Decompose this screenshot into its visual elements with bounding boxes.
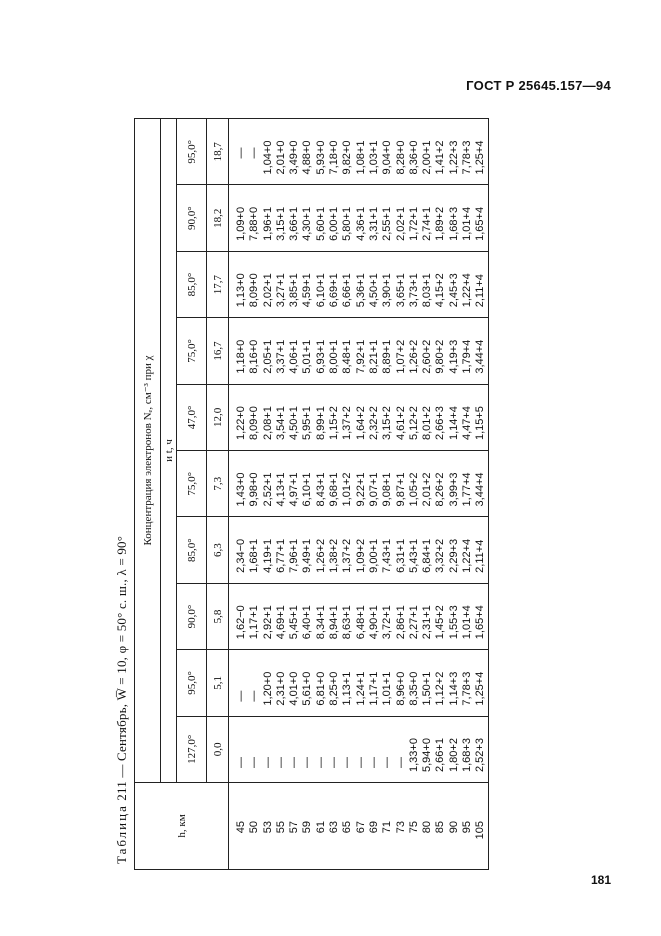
value-cell: 9,80+2 (434, 318, 447, 384)
value-cell: 6,66+1 (341, 251, 354, 317)
h-km-header: h, км (135, 783, 229, 870)
height-cell: 65 (341, 783, 354, 870)
value-cell: 1,65+4 (474, 185, 488, 251)
value-cell: 2,11+4 (474, 251, 488, 317)
table-row (229, 119, 249, 870)
value-cell: 1,68+3 (448, 185, 461, 251)
value-cell: 4,06+1 (288, 318, 301, 384)
table-row (368, 119, 381, 870)
gost-header: ГОСТ Р 25645.157—94 (466, 78, 611, 93)
value-cell: 4,15+2 (434, 251, 447, 317)
value-cell: 1,37+2 (341, 517, 354, 583)
value-cell: 3,27+1 (275, 251, 288, 317)
value-cell: 1,38+2 (328, 517, 341, 583)
value-cell: 2,02+1 (395, 185, 408, 251)
value-cell: 8,43+1 (315, 451, 328, 517)
table-row (461, 119, 474, 870)
table-row (315, 119, 328, 870)
value-cell: 2,45+3 (448, 251, 461, 317)
value-cell: 2,32+2 (368, 384, 381, 450)
value-cell: 5,36+1 (355, 251, 368, 317)
value-cell: — (248, 119, 261, 185)
table-row (328, 119, 341, 870)
chi-header: 75,0° (177, 451, 207, 517)
height-cell: 75 (408, 783, 421, 870)
value-cell: 2,92+1 (262, 583, 275, 649)
value-cell: 1,45+2 (434, 583, 447, 649)
value-cell: — (229, 650, 249, 716)
value-cell: 1,79+4 (461, 318, 474, 384)
time-value-header: 0,0 (207, 716, 229, 782)
caption-label: Таблица (114, 804, 129, 864)
value-cell: 4,01+0 (288, 650, 301, 716)
chi-header: 85,0° (177, 251, 207, 317)
value-cell: 9,04+0 (381, 119, 394, 185)
height-cell: 90 (448, 783, 461, 870)
value-cell: 4,36+1 (355, 185, 368, 251)
value-cell: — (368, 716, 381, 782)
value-cell: 1,13+0 (229, 251, 249, 317)
value-cell: — (328, 716, 341, 782)
value-cell: 9,82+0 (341, 119, 354, 185)
value-cell: 4,30+1 (301, 185, 314, 251)
value-cell: 1,26+2 (408, 318, 421, 384)
value-cell: 1,14+3 (448, 650, 461, 716)
value-cell: 7,92+1 (355, 318, 368, 384)
value-cell: — (315, 716, 328, 782)
value-cell: 2,52+3 (474, 716, 488, 782)
time-value-header: 18,2 (207, 185, 229, 251)
value-cell: 1,18+0 (229, 318, 249, 384)
chi-header: 85,0° (177, 517, 207, 583)
value-cell: 5,12+2 (408, 384, 421, 450)
value-cell: 6,48+1 (355, 583, 368, 649)
time-value-header: 6,3 (207, 517, 229, 583)
time-header: и t, ч (161, 119, 177, 783)
value-cell: 2,34−0 (229, 517, 249, 583)
value-cell: 8,09+0 (248, 384, 261, 450)
value-cell: 1,50+1 (421, 650, 434, 716)
value-cell: 9,07+1 (368, 451, 381, 517)
value-cell: 1,09+2 (355, 517, 368, 583)
value-cell: 7,96+1 (288, 517, 301, 583)
value-cell: 1,17+1 (248, 583, 261, 649)
value-cell: 1,68+3 (461, 716, 474, 782)
value-cell: 1,22+4 (461, 517, 474, 583)
value-cell: 5,45+1 (288, 583, 301, 649)
value-cell: 7,88+0 (248, 185, 261, 251)
table-row (341, 119, 354, 870)
value-cell: 3,32+2 (434, 517, 447, 583)
chi-header: 127,0° (177, 716, 207, 782)
value-cell: 1,01+4 (461, 185, 474, 251)
value-cell: 1,01+1 (381, 650, 394, 716)
table-row (355, 119, 368, 870)
height-cell: 53 (262, 783, 275, 870)
value-cell: 8,16+0 (248, 318, 261, 384)
value-cell: 1,89+2 (434, 185, 447, 251)
value-cell: 5,43+1 (408, 517, 421, 583)
value-cell: — (301, 716, 314, 782)
value-cell: 5,61+0 (301, 650, 314, 716)
value-cell: 1,62−0 (229, 583, 249, 649)
height-cell: 73 (395, 783, 408, 870)
value-cell: — (229, 716, 249, 782)
value-cell: 4,13+1 (275, 451, 288, 517)
value-cell: 9,00+1 (368, 517, 381, 583)
value-cell: 4,19+1 (262, 517, 275, 583)
value-cell: 8,96+0 (395, 650, 408, 716)
value-cell: 6,40+1 (301, 583, 314, 649)
table-row (275, 119, 288, 870)
value-cell: 8,63+1 (341, 583, 354, 649)
value-cell: 1,24+1 (355, 650, 368, 716)
value-cell: 3,44+4 (474, 318, 488, 384)
value-cell: 6,10+1 (315, 251, 328, 317)
value-cell: 4,69+1 (275, 583, 288, 649)
value-cell: 3,66+1 (288, 185, 301, 251)
value-cell: 1,22+4 (461, 251, 474, 317)
value-cell: 4,97+1 (288, 451, 301, 517)
value-cell: 5,80+1 (341, 185, 354, 251)
value-cell: 3,99+3 (448, 451, 461, 517)
value-cell: 1,64+2 (355, 384, 368, 450)
height-cell: 85 (434, 783, 447, 870)
height-cell: 69 (368, 783, 381, 870)
value-cell: 1,25+4 (474, 119, 488, 185)
value-cell: 2,52+1 (262, 451, 275, 517)
value-cell: 2,01+0 (275, 119, 288, 185)
value-cell: 7,43+1 (381, 517, 394, 583)
height-cell: 80 (421, 783, 434, 870)
value-cell: 8,26+2 (434, 451, 447, 517)
value-cell: 1,65+4 (474, 583, 488, 649)
value-cell: 1,25+4 (474, 650, 488, 716)
value-cell: 3,85+1 (288, 251, 301, 317)
value-cell: 5,60+1 (315, 185, 328, 251)
value-cell: 2,86+1 (395, 583, 408, 649)
value-cell: 1,15+2 (328, 384, 341, 450)
height-cell: 105 (474, 783, 488, 870)
value-cell: — (262, 716, 275, 782)
value-cell: 8,03+1 (421, 251, 434, 317)
value-cell: 2,66+3 (434, 384, 447, 450)
value-cell: 1,22+3 (448, 119, 461, 185)
value-cell: 2,31+0 (275, 650, 288, 716)
value-cell: 1,07+2 (395, 318, 408, 384)
time-value-header: 18,7 (207, 119, 229, 185)
value-cell: 1,14+4 (448, 384, 461, 450)
height-cell: 63 (328, 783, 341, 870)
value-cell: 3,49+0 (288, 119, 301, 185)
value-cell: 3,37+1 (275, 318, 288, 384)
value-cell: 4,50+1 (368, 251, 381, 317)
value-cell: 8,48+1 (341, 318, 354, 384)
value-cell: 8,00+1 (328, 318, 341, 384)
value-cell: 1,04+0 (262, 119, 275, 185)
table-row (395, 119, 408, 870)
value-cell: 1,43+0 (229, 451, 249, 517)
value-cell: 9,08+1 (381, 451, 394, 517)
value-cell: 1,26+2 (315, 517, 328, 583)
chi-header: 95,0° (177, 650, 207, 716)
value-cell: 8,28+0 (395, 119, 408, 185)
value-cell: 9,22+1 (355, 451, 368, 517)
height-cell: 50 (248, 783, 261, 870)
value-cell: 1,15+5 (474, 384, 488, 450)
value-cell: 8,34+1 (315, 583, 328, 649)
value-cell: 1,13+1 (341, 650, 354, 716)
value-cell: — (341, 716, 354, 782)
value-cell: 3,72+1 (381, 583, 394, 649)
value-cell: 1,20+0 (262, 650, 275, 716)
value-cell: 8,35+0 (408, 650, 421, 716)
value-cell: 9,68+1 (328, 451, 341, 517)
value-cell: 2,29+3 (448, 517, 461, 583)
value-cell: 2,02+1 (262, 251, 275, 317)
value-cell: — (288, 716, 301, 782)
value-cell: 2,66+1 (434, 716, 447, 782)
value-cell: 2,05+1 (262, 318, 275, 384)
value-cell: 5,95+1 (301, 384, 314, 450)
value-cell: 4,47+4 (461, 384, 474, 450)
value-cell: 8,94+1 (328, 583, 341, 649)
value-cell: 1,12+2 (434, 650, 447, 716)
value-cell: 1,17+1 (368, 650, 381, 716)
value-cell: 7,18+0 (328, 119, 341, 185)
value-cell: 3,54+1 (275, 384, 288, 450)
table-row (448, 119, 461, 870)
value-cell: 8,01+2 (421, 384, 434, 450)
caption-text: 211 — Сентябрь, W̅ = 10, φ = 50° с. ш., λ = 90° (114, 535, 129, 805)
value-cell: — (355, 716, 368, 782)
value-cell: 1,08+1 (355, 119, 368, 185)
value-cell: 6,00+1 (328, 185, 341, 251)
value-cell: 6,31+1 (395, 517, 408, 583)
value-cell: 8,99+1 (315, 384, 328, 450)
value-cell: 1,37+2 (341, 384, 354, 450)
value-cell: 7,78+3 (461, 119, 474, 185)
height-cell: 55 (275, 783, 288, 870)
table-row (408, 119, 421, 870)
table-caption (114, 536, 130, 864)
value-cell: 1,09+0 (229, 185, 249, 251)
height-cell: 95 (461, 783, 474, 870)
value-cell: 3,31+1 (368, 185, 381, 251)
table-row (421, 119, 434, 870)
value-cell: 5,93+0 (315, 119, 328, 185)
value-cell: 4,61+2 (395, 384, 408, 450)
value-cell: 8,09+0 (248, 251, 261, 317)
value-cell: 1,41+2 (434, 119, 447, 185)
value-cell: 3,44+4 (474, 451, 488, 517)
value-cell: 5,01+1 (301, 318, 314, 384)
value-cell: — (229, 119, 249, 185)
value-cell: 1,01+4 (461, 583, 474, 649)
value-cell: 3,65+1 (395, 251, 408, 317)
value-cell: 4,88+0 (301, 119, 314, 185)
value-cell: 1,01+2 (341, 451, 354, 517)
chi-header: 90,0° (177, 583, 207, 649)
value-cell: 1,03+1 (368, 119, 381, 185)
value-cell: 1,80+2 (448, 716, 461, 782)
value-cell: 4,59+1 (301, 251, 314, 317)
value-cell: 1,77+4 (461, 451, 474, 517)
value-cell: 4,19+3 (448, 318, 461, 384)
value-cell: 6,84+1 (421, 517, 434, 583)
value-cell: 2,11+4 (474, 517, 488, 583)
value-cell: 6,81+0 (315, 650, 328, 716)
rotated-table-block (112, 118, 632, 870)
value-cell: 3,73+1 (408, 251, 421, 317)
value-cell: 6,93+1 (315, 318, 328, 384)
value-cell: 1,22+0 (229, 384, 249, 450)
height-cell: 57 (288, 783, 301, 870)
value-cell: 2,31+1 (421, 583, 434, 649)
value-cell: 9,98+0 (248, 451, 261, 517)
value-cell: — (248, 650, 261, 716)
chi-header: 95,0° (177, 119, 207, 185)
value-cell: 1,72+1 (408, 185, 421, 251)
value-cell: 3,15+1 (275, 185, 288, 251)
value-cell: 9,49+1 (301, 517, 314, 583)
chi-header: 90,0° (177, 185, 207, 251)
value-cell: 1,68+1 (248, 517, 261, 583)
value-cell: 8,21+1 (368, 318, 381, 384)
height-cell: 45 (229, 783, 249, 870)
value-cell: 2,60+2 (421, 318, 434, 384)
value-cell: — (395, 716, 408, 782)
height-cell: 59 (301, 783, 314, 870)
height-cell: 61 (315, 783, 328, 870)
table-row (474, 119, 488, 870)
value-cell: 5,94+0 (421, 716, 434, 782)
page-number: 181 (590, 873, 611, 887)
value-cell: 3,15+2 (381, 384, 394, 450)
value-cell: 3,90+1 (381, 251, 394, 317)
time-value-header: 17,7 (207, 251, 229, 317)
table-inner (112, 118, 632, 870)
value-cell: 2,08+1 (262, 384, 275, 450)
value-cell: 1,33+0 (408, 716, 421, 782)
value-cell: 1,55+3 (448, 583, 461, 649)
value-cell: 6,69+1 (328, 251, 341, 317)
table-row (301, 119, 314, 870)
time-value-header: 7,3 (207, 451, 229, 517)
value-cell: 2,55+1 (381, 185, 394, 251)
value-cell: — (381, 716, 394, 782)
value-cell: 6,10+1 (301, 451, 314, 517)
value-cell: 4,50+1 (288, 384, 301, 450)
value-cell: 7,78+3 (461, 650, 474, 716)
table-row (248, 119, 261, 870)
value-cell: 8,89+1 (381, 318, 394, 384)
value-cell: 1,96+1 (262, 185, 275, 251)
value-cell: — (248, 716, 261, 782)
electron-concentration-table (134, 118, 489, 870)
value-cell: 8,25+0 (328, 650, 341, 716)
time-value-header: 5,1 (207, 650, 229, 716)
value-cell: 2,27+1 (408, 583, 421, 649)
table-row (288, 119, 301, 870)
concentration-header: Концентрация электронов Nₑ, см⁻³ при χ (135, 119, 161, 783)
value-cell: 1,05+2 (408, 451, 421, 517)
value-cell: 2,01+2 (421, 451, 434, 517)
value-cell: 8,36+0 (408, 119, 421, 185)
table-row (262, 119, 275, 870)
chi-header: 75,0° (177, 318, 207, 384)
height-cell: 71 (381, 783, 394, 870)
value-cell: 2,00+1 (421, 119, 434, 185)
value-cell: — (275, 716, 288, 782)
value-cell: 2,74+1 (421, 185, 434, 251)
value-cell: 9,87+1 (395, 451, 408, 517)
table-row (381, 119, 394, 870)
time-value-header: 5,8 (207, 583, 229, 649)
time-value-header: 12,0 (207, 384, 229, 450)
height-cell: 67 (355, 783, 368, 870)
time-value-header: 16,7 (207, 318, 229, 384)
value-cell: 6,77+1 (275, 517, 288, 583)
value-cell: 4,90+1 (368, 583, 381, 649)
chi-header: 47,0° (177, 384, 207, 450)
table-row (434, 119, 447, 870)
